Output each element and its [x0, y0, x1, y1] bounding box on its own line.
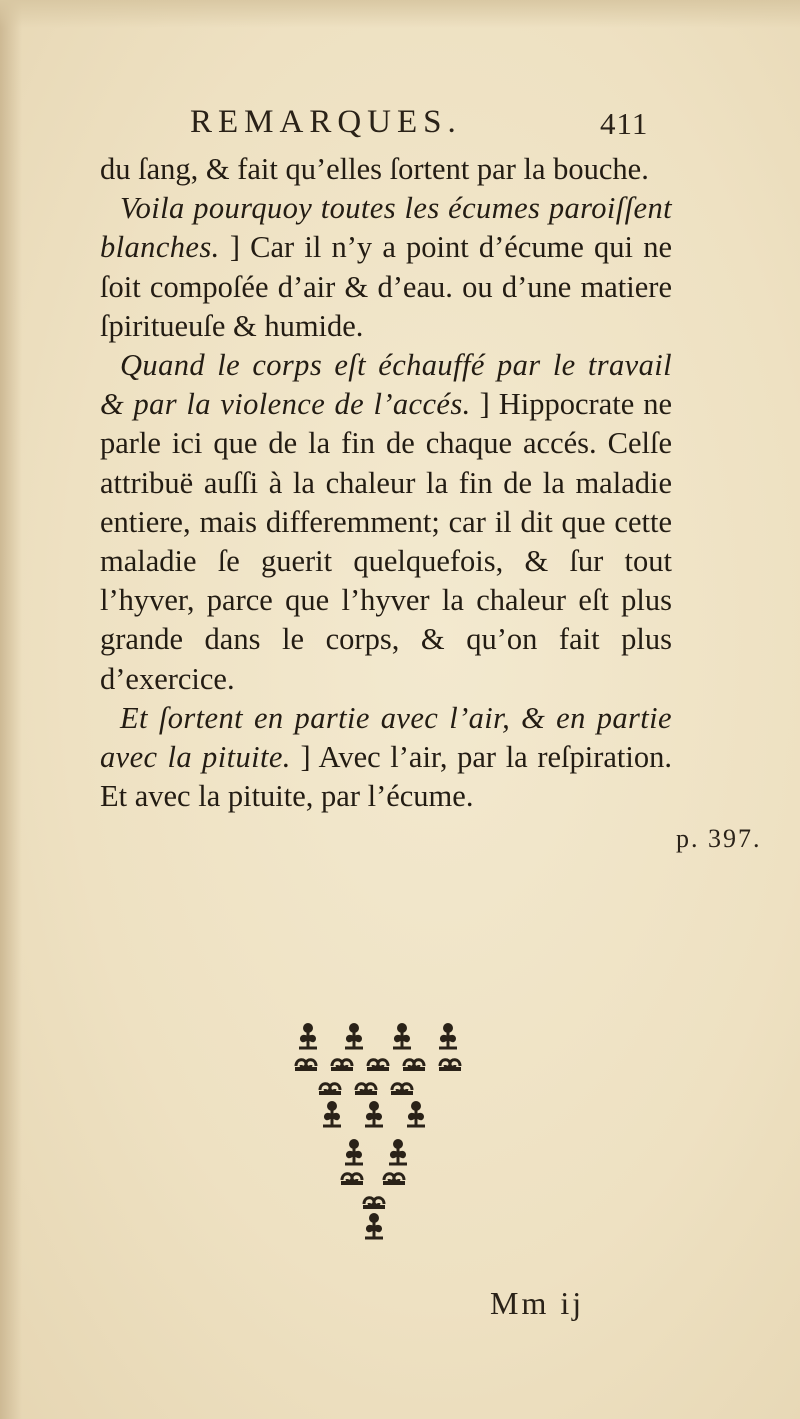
paragraph — [100, 346, 672, 699]
page-gutter-shadow — [0, 0, 22, 1419]
ornament-row-3 — [319, 1084, 413, 1095]
lemma-italic: Voila pourquoy toutes les écumes paroiſſent blanches. — [100, 191, 672, 265]
signature-mark: Mm ij — [490, 1285, 585, 1321]
ornament-row-7 — [363, 1198, 385, 1238]
lemma-italic: Et ſortent en partie avec l’air, & en partie avec la pituite. — [100, 700, 672, 775]
ornament-row-5 — [345, 1139, 407, 1164]
fleuron-cul-de-lampe-icon — [290, 1018, 480, 1248]
margin-note: p. 397. — [676, 824, 762, 853]
ornament-row-1 — [299, 1023, 457, 1048]
paragraph-text: ] Car il n’y a point d’écume qui ne ſoit compoſée d’air & d’eau. ou d’une matiere ſpiritueuſe & humide. — [100, 230, 672, 343]
ornament-row-4 — [323, 1101, 425, 1126]
ornament-row-2 — [295, 1060, 461, 1071]
page-header — [190, 104, 660, 148]
page-top-shadow — [0, 0, 800, 28]
paragraph — [100, 189, 672, 346]
paragraph-text: du ſang, & fait qu’elles ſortent par la bouche. — [100, 152, 649, 186]
lemma-italic: Quand le corps eſt échauffé par le travail & par la violence de l’accés. — [100, 348, 672, 422]
running-title: REMARQUES. — [190, 104, 462, 140]
page-number: 411 — [600, 106, 649, 141]
paragraph — [100, 150, 672, 189]
body-text — [100, 150, 672, 816]
ornament-row-6 — [341, 1174, 405, 1185]
paragraph — [100, 699, 672, 817]
paragraph-text: ] Avec l’air, par la reſpiration. Et avec la pituite, par l’écume. — [100, 740, 672, 814]
paragraph-text: ] Hippocrate ne parle ici que de la fin de chaque accés. Celſe attribuë auſſi à la chaleur la fin de la maladie entiere, mais differemment; car il dit que cette maladie ſe guerit quelquefois, & ſur tout l’hyver, parce que l’hyver la chaleur eſt plus grande dans le corps, & qu’on fait plus d’exercice. — [100, 387, 673, 696]
